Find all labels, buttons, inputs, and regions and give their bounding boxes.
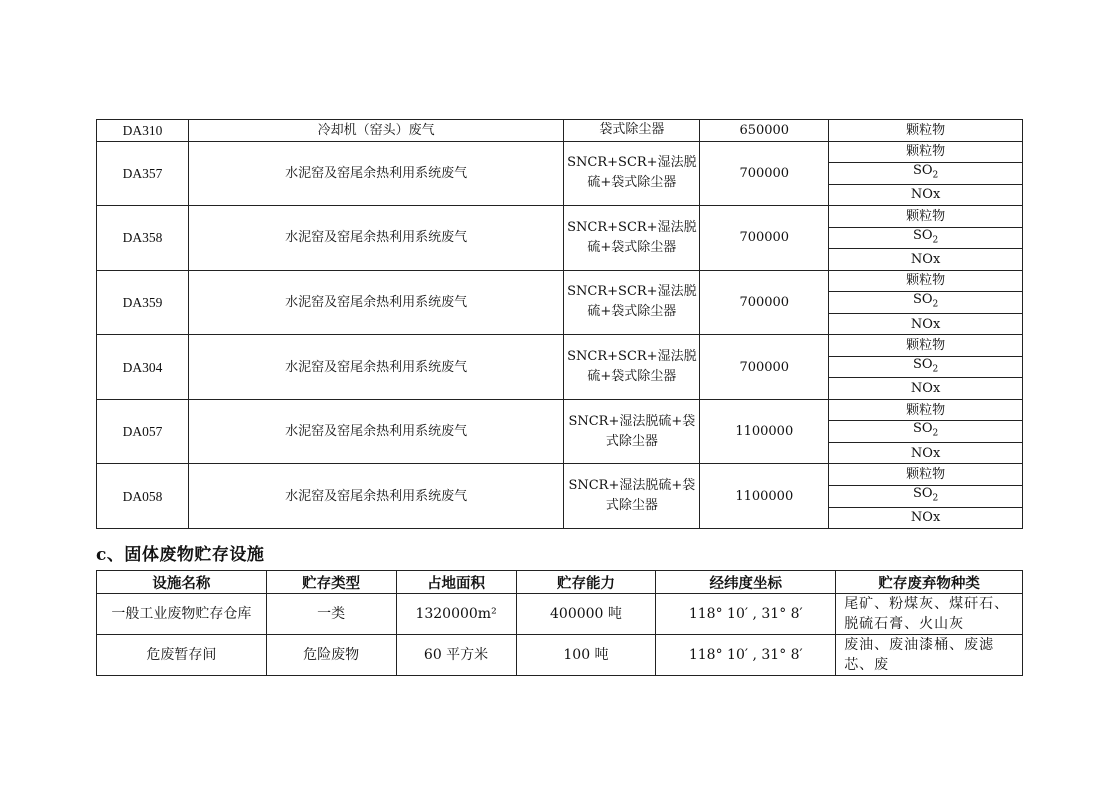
- column-header: 贮存类型: [266, 571, 396, 594]
- floor-area: 60 平方米: [396, 635, 516, 676]
- table-row: [97, 594, 1023, 635]
- exhaust-name: 水泥窑及窑尾余热利用系统废气: [188, 270, 563, 335]
- pollutant: NOx: [829, 442, 1023, 464]
- table-row: [97, 399, 1023, 421]
- emission-table: [96, 119, 1023, 529]
- pollutant: 颗粒物: [829, 399, 1023, 421]
- exhaust-name: 水泥窑及窑尾余热利用系统废气: [188, 464, 563, 529]
- air-volume: 1100000: [700, 399, 829, 464]
- facility-name: 危废暂存间: [97, 635, 267, 676]
- treatment-equipment: SNCR+湿法脱硫+袋式除尘器: [564, 464, 700, 529]
- facility-name: 一般工业废物贮存仓库: [97, 594, 267, 635]
- pollutant: 颗粒物: [829, 206, 1023, 228]
- outlet-id: DA358: [97, 206, 189, 271]
- exhaust-name: 水泥窑及窑尾余热利用系统废气: [188, 335, 563, 400]
- section-heading: c、固体废物贮存设施: [96, 545, 265, 565]
- table-row: [97, 120, 1023, 142]
- table-row: [97, 141, 1023, 163]
- pollutant: NOx: [829, 313, 1023, 335]
- outlet-id: DA359: [97, 270, 189, 335]
- outlet-id: DA310: [97, 120, 189, 142]
- column-header: 经纬度坐标: [656, 571, 836, 594]
- pollutant: $SO_2$: [829, 292, 1023, 314]
- pollutant: NOx: [829, 507, 1023, 529]
- table-row: [97, 270, 1023, 292]
- air-volume: 700000: [700, 141, 829, 206]
- treatment-equipment: SNCR+湿法脱硫+袋式除尘器: [564, 399, 700, 464]
- column-header: 贮存能力: [516, 571, 656, 594]
- pollutant: $SO_2$: [829, 421, 1023, 443]
- pollutant: NOx: [829, 249, 1023, 271]
- outlet-id: DA058: [97, 464, 189, 529]
- pollutant: 颗粒物: [829, 120, 1023, 142]
- pollutant: $SO_2$: [829, 163, 1023, 185]
- pollutant: $SO_2$: [829, 356, 1023, 378]
- storage-capacity: 100 吨: [516, 635, 656, 676]
- pollutant: 颗粒物: [829, 464, 1023, 486]
- pollutant: 颗粒物: [829, 141, 1023, 163]
- air-volume: 650000: [700, 120, 829, 142]
- treatment-equipment: SNCR+SCR+湿法脱硫+袋式除尘器: [564, 141, 700, 206]
- exhaust-name: 水泥窑及窑尾余热利用系统废气: [188, 141, 563, 206]
- pollutant: 颗粒物: [829, 335, 1023, 357]
- storage-type: 危险废物: [266, 635, 396, 676]
- pollutant: 颗粒物: [829, 270, 1023, 292]
- table-row: [97, 464, 1023, 486]
- outlet-id: DA057: [97, 399, 189, 464]
- storage-type: 一类: [266, 594, 396, 635]
- waste-kinds: 废油、废油漆桶、废滤芯、废: [836, 635, 1023, 676]
- air-volume: 700000: [700, 335, 829, 400]
- air-volume: 1100000: [700, 464, 829, 529]
- air-volume: 700000: [700, 206, 829, 271]
- treatment-equipment: SNCR+SCR+湿法脱硫+袋式除尘器: [564, 335, 700, 400]
- outlet-id: DA304: [97, 335, 189, 400]
- table-row: [97, 635, 1023, 676]
- waste-kinds: 尾矿、粉煤灰、煤矸石、脱硫石膏、火山灰: [836, 594, 1023, 635]
- pollutant: $SO_2$: [829, 485, 1023, 507]
- treatment-equipment: SNCR+SCR+湿法脱硫+袋式除尘器: [564, 270, 700, 335]
- coordinates: 118° 10′ , 31° 8′: [656, 594, 836, 635]
- column-header: 设施名称: [97, 571, 267, 594]
- coordinates: 118° 10′ , 31° 8′: [656, 635, 836, 676]
- storage-capacity: 400000 吨: [516, 594, 656, 635]
- air-volume: 700000: [700, 270, 829, 335]
- exhaust-name: 水泥窑及窑尾余热利用系统废气: [188, 206, 563, 271]
- treatment-equipment: SNCR+SCR+湿法脱硫+袋式除尘器: [564, 206, 700, 271]
- exhaust-name: 冷却机（窑头）废气: [188, 120, 563, 142]
- storage-table: [96, 570, 1023, 676]
- table-row: [97, 206, 1023, 228]
- column-header: 贮存废弃物种类: [836, 571, 1023, 594]
- floor-area: 1320000m²: [396, 594, 516, 635]
- table-row: [97, 335, 1023, 357]
- treatment-equipment: 袋式除尘器: [564, 120, 700, 142]
- pollutant: NOx: [829, 378, 1023, 400]
- pollutant: NOx: [829, 184, 1023, 206]
- exhaust-name: 水泥窑及窑尾余热利用系统废气: [188, 399, 563, 464]
- column-header: 占地面积: [396, 571, 516, 594]
- outlet-id: DA357: [97, 141, 189, 206]
- pollutant: $SO_2$: [829, 227, 1023, 249]
